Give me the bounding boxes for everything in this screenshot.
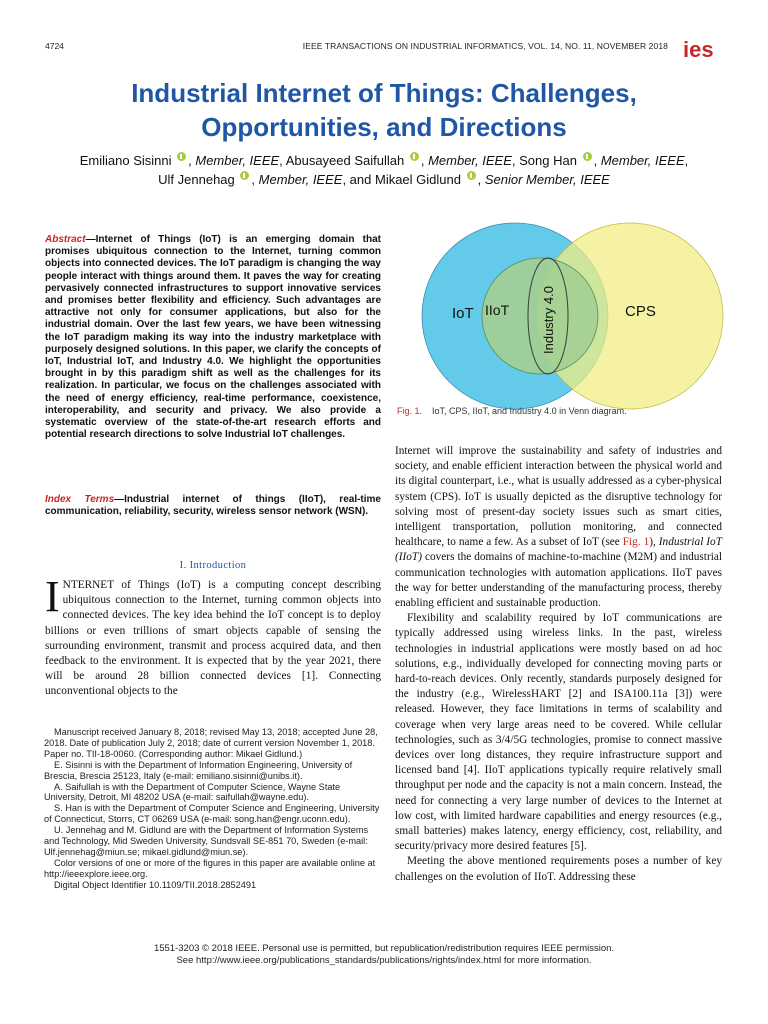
copyright-footer xyxy=(40,943,728,966)
title-line-1: Industrial Internet of Things: Challenges, xyxy=(131,78,637,108)
figure-link[interactable]: Fig. 1 xyxy=(622,536,650,549)
author-name: Song Han xyxy=(519,153,577,168)
intro-text: NTERNET of Things (IoT) is a computing concept describing ubiquitous connection to the Internet, turning common objects into connected devices. The key idea behind the IoT concept is to deploy billions or even trillions of smart objects capable of sensing the surrounding environment, transmit and process acquired data, and then feedback to the environment. It is expected that by the year 2021, there will be around 28 billion connected devices [1]. Connecting unconventional objects to the xyxy=(45,579,381,698)
abstract-label: Abstract xyxy=(45,234,86,245)
footnote: S. Han is with the Department of Computer Science and Engineering, University of Connecticut, Storrs, CT 06269 USA (e-mail: song.han@engr.uconn.edu). xyxy=(44,803,380,825)
orcid-icon[interactable] xyxy=(583,152,592,161)
author-name: Abusayeed Saifullah xyxy=(285,153,405,168)
paragraph: Meeting the above mentioned requirements poses a number of key challenges on the evolution of IIoT. Addressing these xyxy=(395,855,722,883)
orcid-icon[interactable] xyxy=(467,171,476,180)
industry40-label: Industry 4.0 xyxy=(541,286,556,354)
footnotes xyxy=(44,727,381,891)
index-terms xyxy=(45,494,381,518)
copyright-line: 1551-3203 © 2018 IEEE. Personal use is permitted, but republication/redistribution requires IEEE permission. xyxy=(153,943,615,954)
drop-cap: I xyxy=(45,572,60,621)
author-grade: Member, IEEE xyxy=(195,153,280,168)
figure-caption xyxy=(397,406,727,416)
intro-paragraph xyxy=(45,572,381,700)
author-grade: Member, IEEE xyxy=(258,172,343,187)
author-grade: Senior Member, IEEE xyxy=(484,172,610,187)
body-text-right xyxy=(395,444,722,885)
author-list: Emiliano Sisinni , Member, IEEE, Abusayeed Saifullah , Member, IEEE, Song Han , Member, IEEE, Ulf Jennehag , Member, IEEE, and Mikael Gidlund , Senior Member, IEEE xyxy=(79,153,689,187)
cps-label: CPS xyxy=(625,303,656,320)
author-grade: Member, IEEE xyxy=(600,153,685,168)
author-name: Emiliano Sisinni xyxy=(79,153,172,168)
footnote: U. Jennehag and M. Gidlund are with the Department of Information Systems and Technology, Mid Sweden University, Sundsvall SE-851 70, Sweden (e-mail: Ulf.jennehag@miun.se; mikael.gidlund@miun.se). xyxy=(44,825,369,857)
author-grade: Member, IEEE xyxy=(428,153,512,168)
paper-title xyxy=(40,76,728,144)
figure-caption-text: IoT, CPS, IIoT, and Industry 4.0 in Venn diagram. xyxy=(432,406,627,416)
title-line-2: Opportunities, and Directions xyxy=(201,112,567,142)
author-name: Mikael Gidlund xyxy=(374,172,461,187)
paragraph: Internet will improve the sustainability and safety of industries and society, and enable efficient interaction between the physical world and its digital counterpart, i.e., what is usually addressed as a cyber-physical system (CPS). IoT is usually depicted as the disruptive technology for solving most of present-day society issues such as smart cities, intelligent transportation, pollution monitoring, and connected healthcare, to name a few. As a subset of IoT (see Fig. 1), Industrial IoT (IIoT) covers the domains of machine-to-machine (M2M) and industrial communication technologies with automation applications. IIoT paves the way for better understanding of the manufacturing process, thereby enabling efficient and sustainable production. xyxy=(395,445,722,610)
venn-diagram xyxy=(420,222,725,410)
journal-header: IEEE TRANSACTIONS ON INDUSTRIAL INFORMATICS, VOL. 14, NO. 11, NOVEMBER 2018 xyxy=(302,41,668,51)
abstract xyxy=(45,234,381,441)
orcid-icon[interactable] xyxy=(240,171,249,180)
iot-label: IoT xyxy=(452,305,474,322)
abstract-text: —Internet of Things (IoT) is an emerging domain that promises ubiquitous connection to the Internet, turning common objects into connected devices. The IoT paradigm is changing the way people interact with things around them. It paves the way for creating pervasively connected infrastructures to support innovative services and promises better flexibility and efficiency. Such advantages are attractive not only for consumer applications, but also for the industrial domain. Over the last few years, we have been witnessing the IoT paradigm making its way into the industry marketplace with purposely designed solutions. In this paper, we clarify the concepts of IoT, Industrial IoT, and Industry 4.0. We highlight the opportunities brought in by this paradigm shift as well as the challenges for its realization. In particular, we focus on the challenges associated with the need of energy efficiency, real-time performance, coexistence, interoperability, and security and privacy. We also provide a systematic overview of the state-of-the-art research efforts and potential research directions to solve Industrial IoT challenges. xyxy=(45,234,381,441)
footnote: Color versions of one or more of the figures in this paper are available online at http://ieeexplore.ieee.org. xyxy=(44,857,376,879)
section-heading: I. Introduction xyxy=(179,560,247,571)
footnote: Digital Object Identifier 10.1109/TII.2018.2852491 xyxy=(54,879,257,890)
orcid-icon[interactable] xyxy=(177,152,186,161)
footnote: E. Sisinni is with the Department of Information Engineering, University of Brescia, Brescia 25123, Italy (e-mail: emiliano.sisinni@unibs.it). xyxy=(44,759,353,781)
orcid-icon[interactable] xyxy=(410,152,419,161)
logo-text: ies xyxy=(683,37,714,61)
author-name: Ulf Jennehag xyxy=(158,172,235,187)
rights-link[interactable]: See http://www.ieee.org/publications_standards/publications/rights/index.html for more information. xyxy=(176,954,592,966)
iiot-label: IIoT xyxy=(485,302,510,318)
figure-caption-label: Fig. 1. xyxy=(397,406,423,416)
index-terms-label: Index Terms xyxy=(45,494,115,505)
ies-logo-icon xyxy=(681,37,725,61)
index-terms-text: —Industrial internet of things (IIoT), real-time communication, reliability, security, wireless sensor network (WSN). xyxy=(45,494,381,518)
footnote: A. Saifullah is with the Department of Computer Science, Wayne State University, Detroit, MI 48202 USA (e-mail: saifullah@wayne.edu). xyxy=(44,781,341,803)
page-number: 4724 xyxy=(45,41,64,51)
footnote: Manuscript received January 8, 2018; revised May 13, 2018; accepted June 28, 2018. Date of publication July 2, 2018; date of current version November 1, 2018. Paper no. TII-18-0060. (Corresponding author: Mikael Gidlund.) xyxy=(44,727,378,759)
paragraph: Flexibility and scalability required by IoT communications are typically addressed using wireless links. In the past, wireless technologies in industrial applications were mostly based on ad hoc solutions, e.g., individually developed for connecting moving parts or hard-to-reach devices. Only recently, standards purposely designed for the industry (e.g., WirelessHART [2] and ISA100.11a [3]) were released. However, they face limitations in terms of scalability and coverage when very large areas need to be covered. While cellular technologies, such as 3/4/5G technologies, promise to connect massive devices over long distances, they require infrastructure support and licensed band [4]. IIoT applications typically require relatively small throughput per node and the capacity is not a main concern. Instead, the need for connecting a very large number of devices to the Internet at low cost, with limited hardware capabilities and energy resources (e.g., small batteries) makes latency, energy efficiency, cost, reliability, and security/privacy more desired features [5]. xyxy=(395,612,722,853)
